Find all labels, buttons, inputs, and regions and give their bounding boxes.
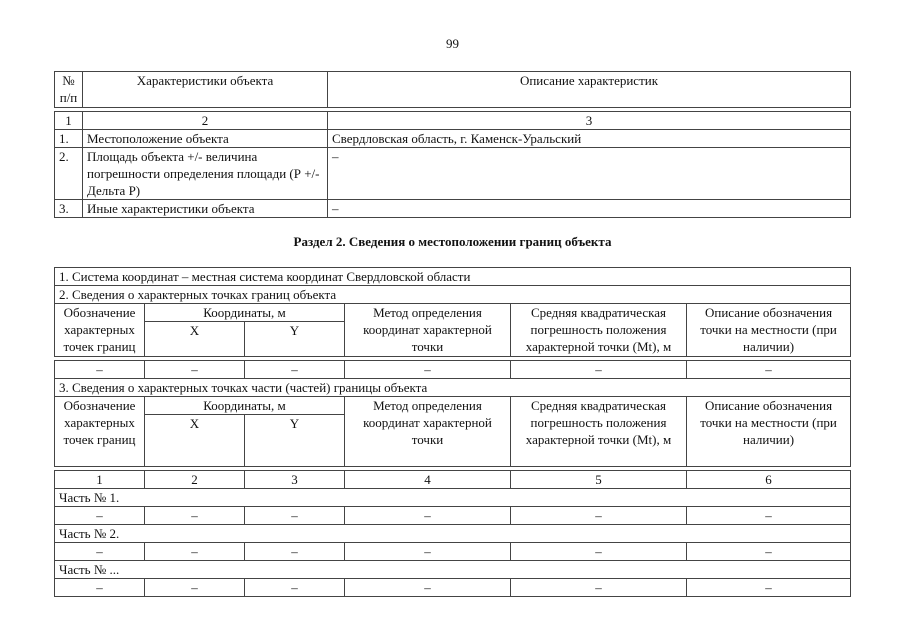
column-header-number: № п/п [55, 72, 83, 108]
boundary-points-table [54, 267, 851, 597]
part-label: Часть № 2. [55, 525, 851, 543]
cell-dash: – [345, 361, 511, 379]
cell-dash: – [511, 361, 687, 379]
row-value: – [328, 148, 851, 200]
cell-dash: – [145, 579, 245, 597]
row-characteristic: Площадь объекта +/- величина погрешности определения площади (Р +/- Дельта Р) [83, 148, 328, 200]
cell-dash: – [55, 361, 145, 379]
cell-dash: – [55, 579, 145, 597]
column-header-characteristics: Характеристики объекта [83, 72, 328, 108]
cell-dash: – [245, 507, 345, 525]
header-method: Метод определения координат характерной точки [345, 304, 511, 357]
points-section-title: 2. Сведения о характерных точках границ объекта [55, 286, 851, 304]
header-y: Y [245, 415, 345, 467]
column-header-description: Описание характеристик [328, 72, 851, 108]
parts-section-title: 3. Сведения о характерных точках части (частей) границы объекта [55, 379, 851, 397]
coordinate-system-row [55, 268, 851, 286]
column-number: 2 [145, 471, 245, 489]
cell-dash: – [245, 579, 345, 597]
column-number-row [55, 471, 851, 489]
column-number: 5 [511, 471, 687, 489]
column-number: 1 [55, 471, 145, 489]
header-x: X [145, 322, 245, 357]
part-row [55, 525, 851, 543]
part-label: Часть № ... [55, 561, 851, 579]
row-characteristic: Иные характеристики объекта [83, 200, 328, 218]
table-header-row [55, 72, 851, 108]
table-row [55, 579, 851, 597]
parts-section-row [55, 379, 851, 397]
header-designation: Обозначение характерных точек границ [55, 397, 145, 467]
cell-dash: – [245, 543, 345, 561]
row-value: – [328, 200, 851, 218]
table-row [55, 148, 851, 200]
table-row [55, 361, 851, 379]
table-row [55, 130, 851, 148]
row-number: 1. [55, 130, 83, 148]
part-row [55, 561, 851, 579]
header-x: X [145, 415, 245, 467]
cell-dash: – [511, 543, 687, 561]
header-method: Метод определения координат характерной точки [345, 397, 511, 467]
cell-dash: – [345, 579, 511, 597]
cell-dash: – [345, 543, 511, 561]
row-number: 2. [55, 148, 83, 200]
header-description: Описание обозначения точки на местности (при наличии) [687, 304, 851, 357]
table-row [55, 543, 851, 561]
row-characteristic: Местоположение объекта [83, 130, 328, 148]
header-row [55, 304, 851, 322]
row-value: Свердловская область, г. Каменск-Уральский [328, 130, 851, 148]
column-number: 2 [83, 112, 328, 130]
cell-dash: – [145, 543, 245, 561]
cell-dash: – [511, 507, 687, 525]
header-y: Y [245, 322, 345, 357]
cell-dash: – [55, 543, 145, 561]
column-number-row [55, 112, 851, 130]
row-number: 3. [55, 200, 83, 218]
coordinate-system: 1. Система координат – местная система координат Свердловской области [55, 268, 851, 286]
header-coordinates: Координаты, м [145, 397, 345, 415]
table-row [55, 200, 851, 218]
object-characteristics-table [54, 71, 851, 218]
cell-dash: – [687, 507, 851, 525]
cell-dash: – [345, 507, 511, 525]
part-row [55, 489, 851, 507]
section-title: Раздел 2. Сведения о местоположении границ объекта [293, 234, 612, 249]
table-row [55, 507, 851, 525]
cell-dash: – [511, 579, 687, 597]
part-label: Часть № 1. [55, 489, 851, 507]
header-coordinates: Координаты, м [145, 304, 345, 322]
header-designation: Обозначение характерных точек границ [55, 304, 145, 357]
column-number: 3 [245, 471, 345, 489]
cell-dash: – [145, 361, 245, 379]
cell-dash: – [145, 507, 245, 525]
header-row [55, 397, 851, 415]
cell-dash: – [245, 361, 345, 379]
cell-dash: – [687, 543, 851, 561]
page-number: 99 [446, 36, 459, 51]
header-error: Средняя квадратическая погрешность положения характерной точки (Mt), м [511, 304, 687, 357]
column-number: 6 [687, 471, 851, 489]
points-section-row [55, 286, 851, 304]
header-error: Средняя квадратическая погрешность положения характерной точки (Mt), м [511, 397, 687, 467]
column-number: 3 [328, 112, 851, 130]
header-description: Описание обозначения точки на местности (при наличии) [687, 397, 851, 467]
column-number: 4 [345, 471, 511, 489]
cell-dash: – [687, 579, 851, 597]
cell-dash: – [55, 507, 145, 525]
column-number: 1 [55, 112, 83, 130]
cell-dash: – [687, 361, 851, 379]
